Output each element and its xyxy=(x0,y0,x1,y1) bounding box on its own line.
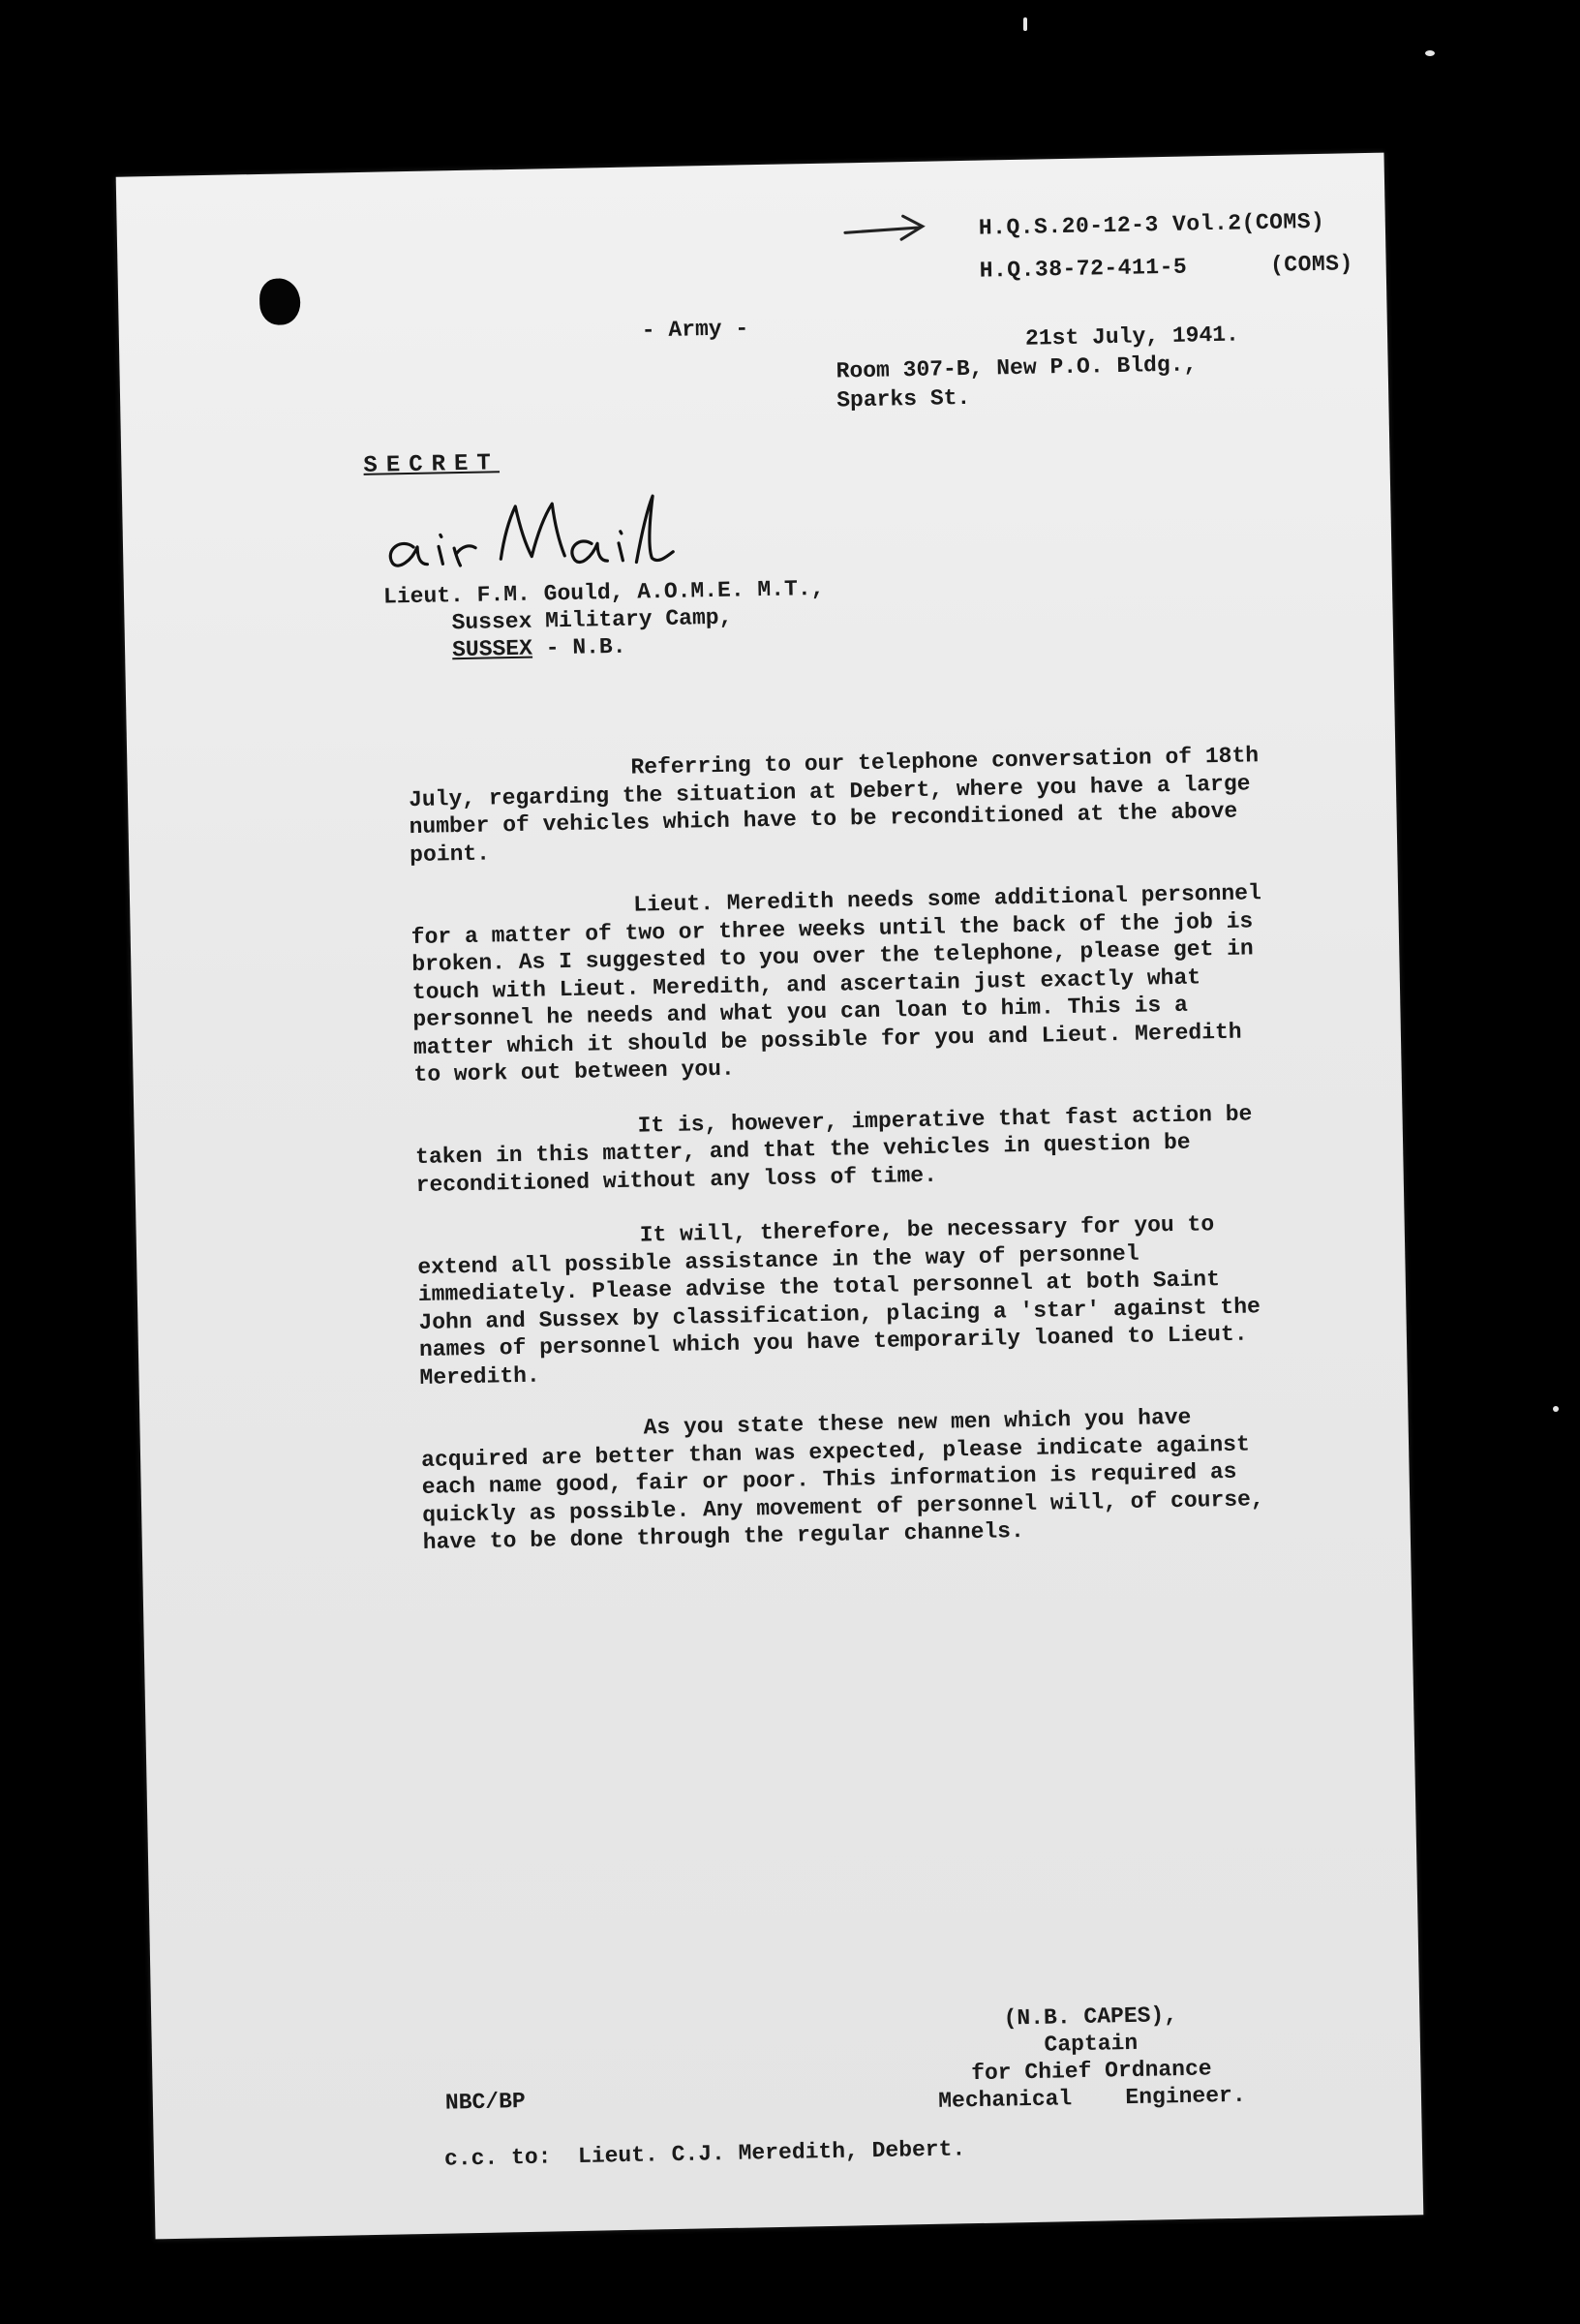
body-paragraph-5: As you state these new men which you have acquired are better than was expected, please indicate against each name good, fair or poor. This information is required as quickly as possible. Any movement of personnel will, of course, have to be done through the regular channels. xyxy=(420,1404,1264,1555)
sender-address-1: Room 307-B, New P.O. Bldg., xyxy=(836,352,1198,384)
signatory-rank: Captain xyxy=(1044,2030,1139,2058)
signatory-name: (N.B. CAPES), xyxy=(1003,2003,1178,2032)
file-ref-1: H.Q.S.20-12-3 Vol.2(COMS) xyxy=(978,208,1325,241)
service-label: - Army - xyxy=(641,316,749,344)
signatory-title-2: Mechanical Engineer. xyxy=(937,2082,1246,2114)
body-paragraph-2: Lieut. Meredith needs some additional personnel for a matter of two or three weeks until the back of the job is broken. As I suggested to you over the telephone, please get in touch with Lieut. Meredith, and ascertain just exactly what personnel he needs and what you can loan to him. This is a matter which it should be possible for you and Lieut. Meredith to work out between you. xyxy=(410,880,1262,1088)
film-speck xyxy=(1023,17,1027,31)
letter-date: 21st July, 1941. xyxy=(1024,321,1240,352)
sender-address-2: Sparks St. xyxy=(836,384,971,413)
arrow-icon xyxy=(842,210,930,245)
film-speck xyxy=(1553,1406,1559,1412)
addressee-line-2: Sussex Military Camp, xyxy=(451,604,733,636)
file-ref-2: H.Q.38-72-411-5 (COMS) xyxy=(979,251,1354,284)
date-address-block xyxy=(836,321,1240,415)
letter-body xyxy=(408,742,1275,1583)
classification-stamp: SECRET xyxy=(363,450,501,479)
signature-block xyxy=(838,1999,1344,2117)
handwritten-air-mail xyxy=(374,474,724,587)
body-paragraph-4: It will, therefore, be necessary for you to extend all possible assistance in the way of personnel immediately. Please advise the total personnel at both Saint John and Sussex by classification, placing a 'star' against the names of personnel which you have temporarily loaned to Lieut. Meredith. xyxy=(417,1211,1261,1391)
file-references xyxy=(978,199,1353,291)
typist-initials: NBC/BP xyxy=(444,2089,526,2116)
addressee-block xyxy=(383,575,826,665)
body-paragraph-3: It is, however, imperative that fast action be taken in this matter, and that the vehicles in question be reconditioned without any loss of time. xyxy=(414,1100,1253,1198)
signatory-title-1: for Chief Ordnance xyxy=(970,2056,1212,2087)
punch-hole xyxy=(259,278,301,325)
body-paragraph-1: Referring to our telephone conversation of 18th July, regarding the situation at Debert, where you have a large number of vehicles which have to be reconditioned at the above point. xyxy=(408,743,1260,868)
film-speck xyxy=(1425,50,1435,56)
carbon-copy-line: c.c. to: Lieut. C.J. Meredith, Debert. xyxy=(443,2136,966,2172)
addressee-province: - N.B. xyxy=(532,633,626,661)
addressee-line-1: Lieut. F.M. Gould, A.O.M.E. M.T., xyxy=(382,575,825,610)
addressee-place: SUSSEX xyxy=(451,635,533,663)
letter-page xyxy=(116,153,1424,2240)
